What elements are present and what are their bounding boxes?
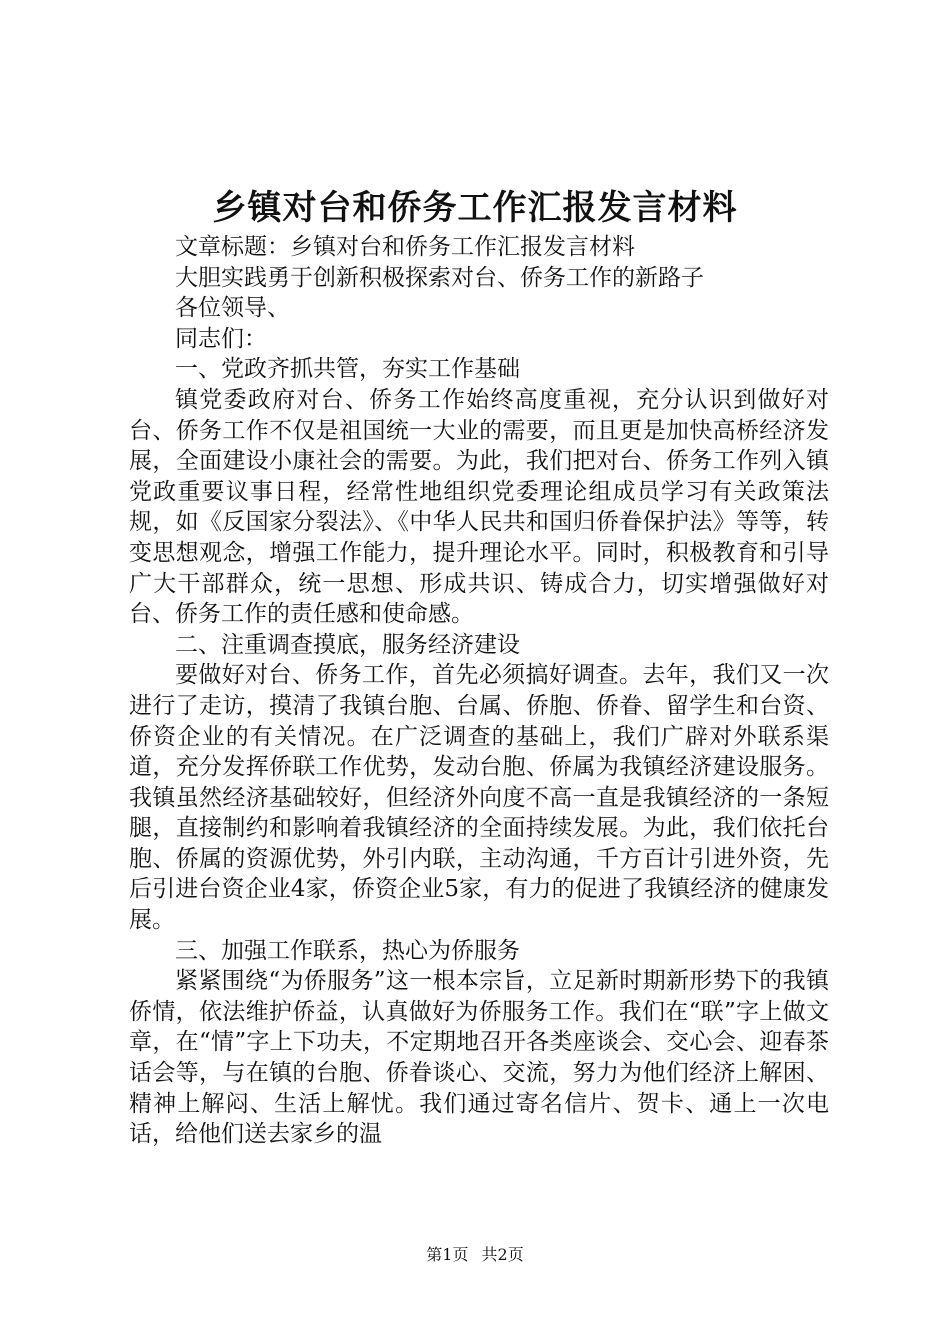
section-heading-1: 一、党政齐抓共管，夯实工作基础 <box>175 356 520 383</box>
section-paragraph-1: 镇党委政府对台、侨务工作始终高度重视，充分认识到做好对台、侨务工作不仅是祖国统一大业的需要，而且更是加快高桥经济发展，全面建设小康社会的需要。为此，我们把对台、侨务工作列入镇党政重要议事日程，经常性地组织党委理论组成员学习有关政策法规，如《反国家分裂法》、《中华人民共和国归侨眷保护法》等等，转变思想观念，增强工作能力，提升理论水平。同时，积极教育和引导广大干部群众，统一思想、形成共识、铸成合力，切实增强做好对台、侨务工作的责任感和使命感。 <box>129 386 829 628</box>
article-title-line: 文章标题：乡镇对台和侨务工作汇报发言材料 <box>175 234 635 260</box>
page-total: 共2页 <box>481 1245 524 1264</box>
salutation-comrades: 同志们： <box>175 325 267 352</box>
salutation-leaders: 各位领导、 <box>175 295 290 322</box>
page-footer <box>0 1243 950 1267</box>
subtitle-line: 大胆实践勇于创新积极探索对台、侨务工作的新路子 <box>175 264 704 291</box>
page-number: 第1页 <box>426 1245 469 1264</box>
section-paragraph-3: 紧紧围绕“为侨服务”这一根本宗旨，立足新时期新形势下的我镇侨情，依法维护侨益，认真做好为侨服务工作。我们在“联”字上做文章，在“情”字上下功夫，不定期地召开各类座谈会、交心会、迎春茶话会等，与在镇的台胞、侨眷谈心、交流，努力为他们经济上解困、精神上解闷、生活上解忧。我们通过寄名信片、贺卡、通上一次电话，给他们送去家乡的温 <box>129 968 829 1148</box>
document-title: 乡镇对台和侨务工作汇报发言材料 <box>212 188 738 228</box>
document-body <box>129 232 829 1150</box>
section-heading-2: 二、注重调查摸底，服务经济建设 <box>175 631 520 658</box>
section-paragraph-2: 要做好对台、侨务工作，首先必须搞好调查。去年，我们又一次进行了走访，摸清了我镇台胞、台属、侨胞、侨眷、留学生和台资、侨资企业的有关情况。在广泛调查的基础上，我们广辟对外联系渠道，充分发挥侨联工作优势，发动台胞、侨属为我镇经济建设服务。我镇虽然经济基础较好，但经济外向度不高一直是我镇经济的一条短腿，直接制约和影响着我镇经济的全面持续发展。为此，我们依托台胞、侨属的资源优势，外引内联，主动沟通，千方百计引进外资，先后引进台资企业4家，侨资企业5家，有力的促进了我镇经济的健康发展。 <box>129 662 829 934</box>
section-heading-3: 三、加强工作联系，热心为侨服务 <box>175 937 520 964</box>
